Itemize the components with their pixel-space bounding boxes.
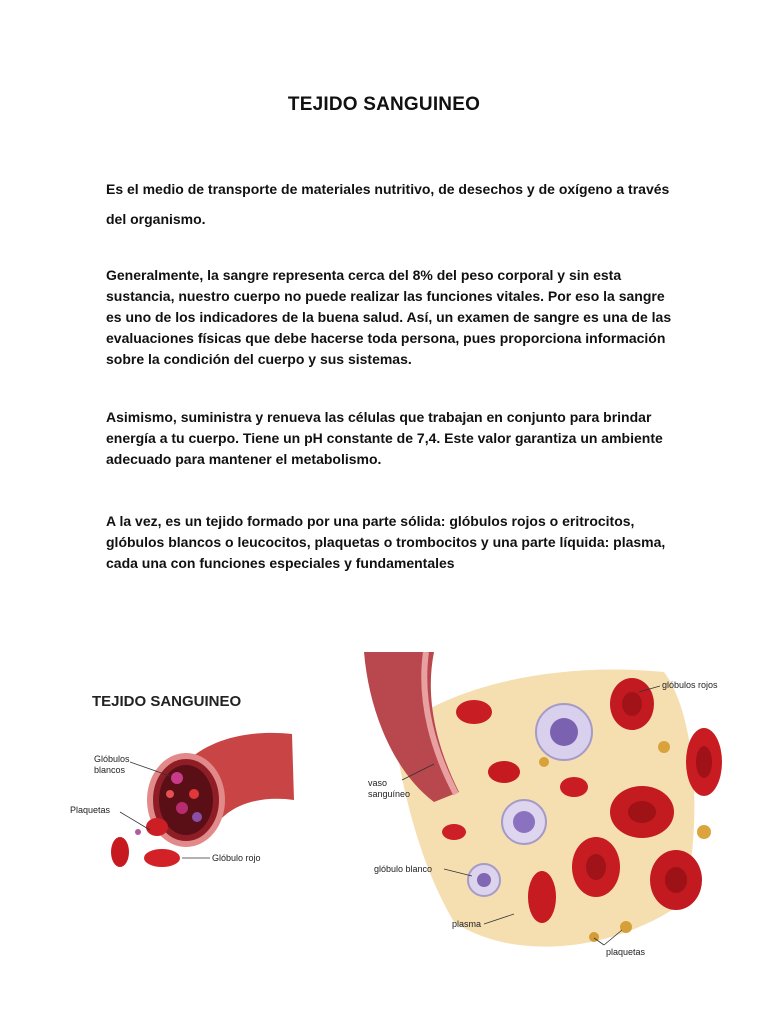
vessel-interior-graphic (364, 652, 738, 964)
label-vaso-1: vaso (368, 778, 388, 788)
label-vaso-2: sanguíneo (368, 789, 411, 799)
platelet-graphic (135, 829, 141, 835)
white-cell-graphic (171, 772, 183, 784)
paragraph-composition: A la vez, es un tejido formado por una parte sólida: glóbulos rojos o eritrocitos, glóbulos blancos o leucocitos, plaquetas o trombocitos y una parte líquida: plasma, cada una con funciones especiales y fundamentales (106, 513, 666, 571)
blood-vessel-illustration-left (62, 682, 306, 886)
platelet-right (658, 741, 670, 753)
red-cell-graphic (146, 818, 168, 836)
label-globulos-rojos: glóbulos rojos (662, 680, 718, 690)
label-globulos-blancos-1: Glóbulos (94, 754, 130, 764)
figure-left-title: TEJIDO SANGUINEO (92, 693, 242, 710)
paragraph-blood-percentage: Generalmente, la sangre representa cerca del 8% del peso corporal y sin esta sustancia, nuestro cuerpo no puede realizar las funciones vitales. Por eso la sangre es uno de los indicadores de la buena salud. Así, un examen de sangre es una de las evaluaciones físicas que debe hacerse toda persona, pues proporciona información sobre la condición del cuerpo y sus sistemas. (106, 267, 672, 367)
vessel-cross-section-graphic (62, 682, 306, 886)
paragraph-ph: Asimismo, suministra y renueva las células que trabajan en conjunto para brindar energía a tu cuerpo. Tiene un pH constante de 7,4. Este valor garantiza un ambiente adecuado para mantener el metabolismo. (106, 409, 663, 467)
label-plaquetas-right: plaquetas (606, 947, 646, 957)
blood-vessel-illustration-right (364, 652, 738, 964)
label-plaquetas: Plaquetas (70, 805, 111, 815)
label-globulos-blancos-2: blancos (94, 765, 126, 775)
label-globulo-rojo: Glóbulo rojo (212, 853, 261, 863)
label-globulo-blanco: glóbulo blanco (374, 864, 433, 874)
label-plasma: plasma (452, 919, 482, 929)
paragraph-definition: Es el medio de transporte de materiales nutritivo, de desechos y de oxígeno a través del organismo. (106, 181, 670, 227)
document-title: TEJIDO SANGUINEO (287, 94, 481, 115)
